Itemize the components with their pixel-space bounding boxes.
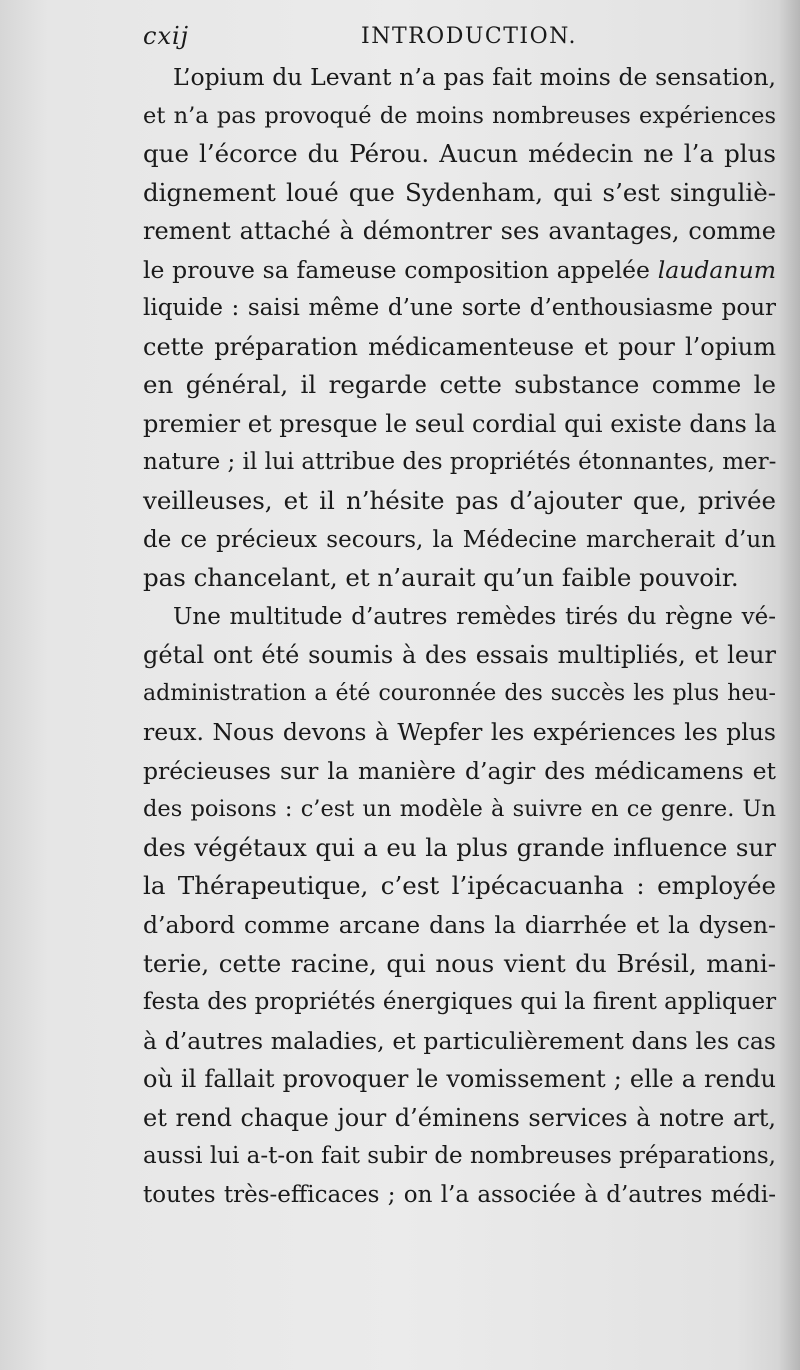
italic-term: laudanum <box>657 255 776 284</box>
text-line: L’opium du Levant n’a pas fait moins de sensation, <box>173 63 776 91</box>
page-number: cxij <box>143 22 190 50</box>
text-line: précieuses sur la manière d’agir des médicamens et <box>143 756 776 785</box>
text-line: que l’écorce du Pérou. Aucun médecin ne l’a plus <box>143 139 776 169</box>
text-line: des végétaux qui a eu la plus grande influence sur <box>143 832 776 862</box>
body-text <box>143 58 776 1214</box>
text-line: gétal ont été soumis à des essais multipliés, et leur <box>143 641 776 670</box>
page-gutter-shadow <box>778 0 800 1370</box>
text-line: nature ; il lui attribue des propriétés étonnantes, mer- <box>143 449 777 476</box>
text-line-part: le prouve sa fameuse composition appelée <box>143 255 650 284</box>
text-line: veilleuses, et il n’hésite pas d’ajouter que, privée <box>143 486 776 516</box>
text-line: et rend chaque jour d’éminens services à notre art, <box>143 1103 776 1132</box>
text-line: reux. Nous devons à Wepfer les expériences les plus <box>143 718 776 747</box>
text-line: cette préparation médicamenteuse et pour l’opium <box>143 332 776 361</box>
text-line: liquide : saisi même d’une sorte d’enthousiasme pour <box>143 295 776 322</box>
text-line: rement attaché à démontrer ses avantages, comme <box>143 217 776 246</box>
text-line: dignement loué que Sydenham, qui s’est singuliè- <box>143 177 776 207</box>
text-line: administration a été couronnée des succès les plus heu- <box>143 680 776 706</box>
text-line-with-italic <box>143 251 776 290</box>
text-line: Une multitude d’autres remèdes tirés du règne vé- <box>173 603 776 630</box>
text-line: de ce précieux secours, la Médecine marcherait d’un <box>143 526 776 553</box>
text-line: toutes très-efficaces ; on l’a associée à d’autres médi- <box>143 1181 776 1208</box>
text-line: d’abord comme arcane dans la diarrhée et la dysen- <box>143 911 776 940</box>
text-line: à d’autres maladies, et particulièrement dans les cas <box>143 1026 776 1055</box>
text-line: terie, cette racine, qui nous vient du Brésil, mani- <box>143 948 776 978</box>
text-line: aussi lui a-t-on fait subir de nombreuses préparations, <box>143 1143 776 1170</box>
text-line: en général, il regarde cette substance comme le <box>143 370 776 400</box>
text-line: où il fallait provoquer le vomissement ; elle a rendu <box>143 1065 776 1094</box>
page-header <box>143 22 763 56</box>
text-line: pas chancelant, et n’aurait qu’un faible pouvoir. <box>143 563 739 593</box>
text-line: la Thérapeutique, c’est l’ipécacuanha : employée <box>143 871 776 901</box>
text-line: festa des propriétés énergiques qui la firent appliquer <box>143 989 777 1016</box>
text-line: des poisons : c’est un modèle à suivre en ce genre. Un <box>143 796 776 823</box>
text-line: premier et presque le seul cordial qui existe dans la <box>143 409 777 438</box>
running-title: INTRODUCTION. <box>361 24 577 49</box>
text-line: et n’a pas provoqué de moins nombreuses expériences <box>143 102 776 129</box>
